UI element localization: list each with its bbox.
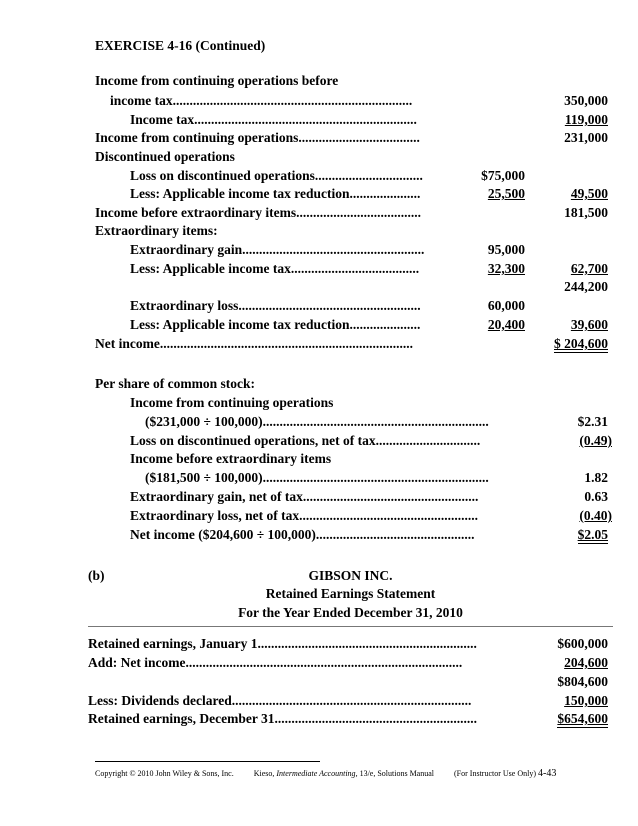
is-row-subamount: 20,400 [487,317,525,332]
per-share-label: Loss on discontinued operations, net of tax............................... [130,433,481,448]
per-share-value: (0.49) [579,433,612,448]
is-row-amount: 119,000 [564,112,608,127]
is-row-amount: 181,500 [564,205,608,220]
per-share-label: ($231,000 ÷ 100,000)................................................................... [145,414,489,429]
footer [95,768,556,779]
per-share-value: $2.05 [577,527,608,542]
is-row-label: Extraordinary items: [95,223,218,238]
is-row-label: Loss on discontinued operations................................ [130,168,423,183]
header-rule [88,626,613,627]
net-income-amount: $ 204,600 [554,336,608,351]
is-row-label: Extraordinary gain...................................................... [130,242,425,257]
is-row-label: Income from continuing operations before [95,73,339,88]
re-row-label: Retained earnings, December 31............................................................ [88,711,477,726]
footer-book-title: Intermediate Accounting [276,769,356,778]
is-row-label: Net income........................................................................... [95,336,413,351]
is-row-label: Less: Applicable income tax reduction..................... [130,186,421,201]
per-share-heading: Per share of common stock: [95,376,255,391]
statement-period: For the Year Ended December 31, 2010 [238,605,463,620]
is-row-subamount: 25,500 [487,186,525,201]
is-row-subamount: 95,000 [487,242,525,257]
is-row-label: Less: Applicable income tax reduction..................... [130,317,421,332]
is-row-amount: 62,700 [570,261,608,276]
is-row-label: Income before extraordinary items..................................... [95,205,421,220]
re-row-value: $600,000 [557,636,608,651]
re-ending-value: $654,600 [557,711,608,726]
per-share-label: Income before extraordinary items [130,451,332,466]
per-share-value: 0.63 [584,489,608,504]
page-number: 4-43 [538,768,557,779]
footer-note: (For Instructor Use Only) [454,769,536,778]
footer-book-rest: , 13/e, Solutions Manual [355,769,435,778]
per-share-label: Extraordinary gain, net of tax.................................................... [130,489,479,504]
company-name: GIBSON INC. [308,568,393,583]
footer-rule [95,761,320,762]
is-row-subamount: 32,300 [487,261,525,276]
is-row-amount: 231,000 [564,130,608,145]
re-row-value: 150,000 [564,693,608,708]
is-row-subamount: $75,000 [481,168,525,183]
per-share-value: 1.82 [584,470,608,485]
exercise-heading: EXERCISE 4-16 (Continued) [95,38,266,53]
per-share-label: ($181,500 ÷ 100,000)................................................................... [145,470,489,485]
statement-title: Retained Earnings Statement [265,586,436,601]
is-row-subamount: 60,000 [487,298,525,313]
footer-copyright: Copyright © 2010 John Wiley & Sons, Inc. [95,769,234,778]
is-row-label: Discontinued operations [95,149,235,164]
is-row-label: Extraordinary loss...................................................... [130,298,421,313]
part-marker: (b) [88,568,105,583]
re-row-value: $804,600 [557,674,608,689]
is-row-amount: 350,000 [564,93,608,108]
per-share-label: Extraordinary loss, net of tax..................................................... [130,508,478,523]
is-row-amount: 49,500 [570,186,608,201]
is-row-amount: 244,200 [564,279,608,294]
re-row-label: Retained earnings, January 1................................................................. [88,636,477,651]
is-row-label: Less: Applicable income tax...................................... [130,261,420,276]
per-share-label: Income from continuing operations [130,395,334,410]
is-row-label: Income tax.................................................................. [130,112,417,127]
per-share-value: (0.40) [579,508,612,523]
re-row-label: Less: Dividends declared....................................................................... [88,693,472,708]
per-share-value: $2.31 [577,414,608,429]
is-row-label: Income from continuing operations.................................... [95,130,420,145]
is-row-label: income tax....................................................................... [110,93,413,108]
re-row-value: 204,600 [564,655,608,670]
re-row-label: Add: Net income.................................................................................. [88,655,463,670]
per-share-label: Net income ($204,600 ÷ 100,000)............................................... [130,527,475,542]
is-row-amount: 39,600 [570,317,608,332]
footer-book: Kieso, [253,769,277,778]
